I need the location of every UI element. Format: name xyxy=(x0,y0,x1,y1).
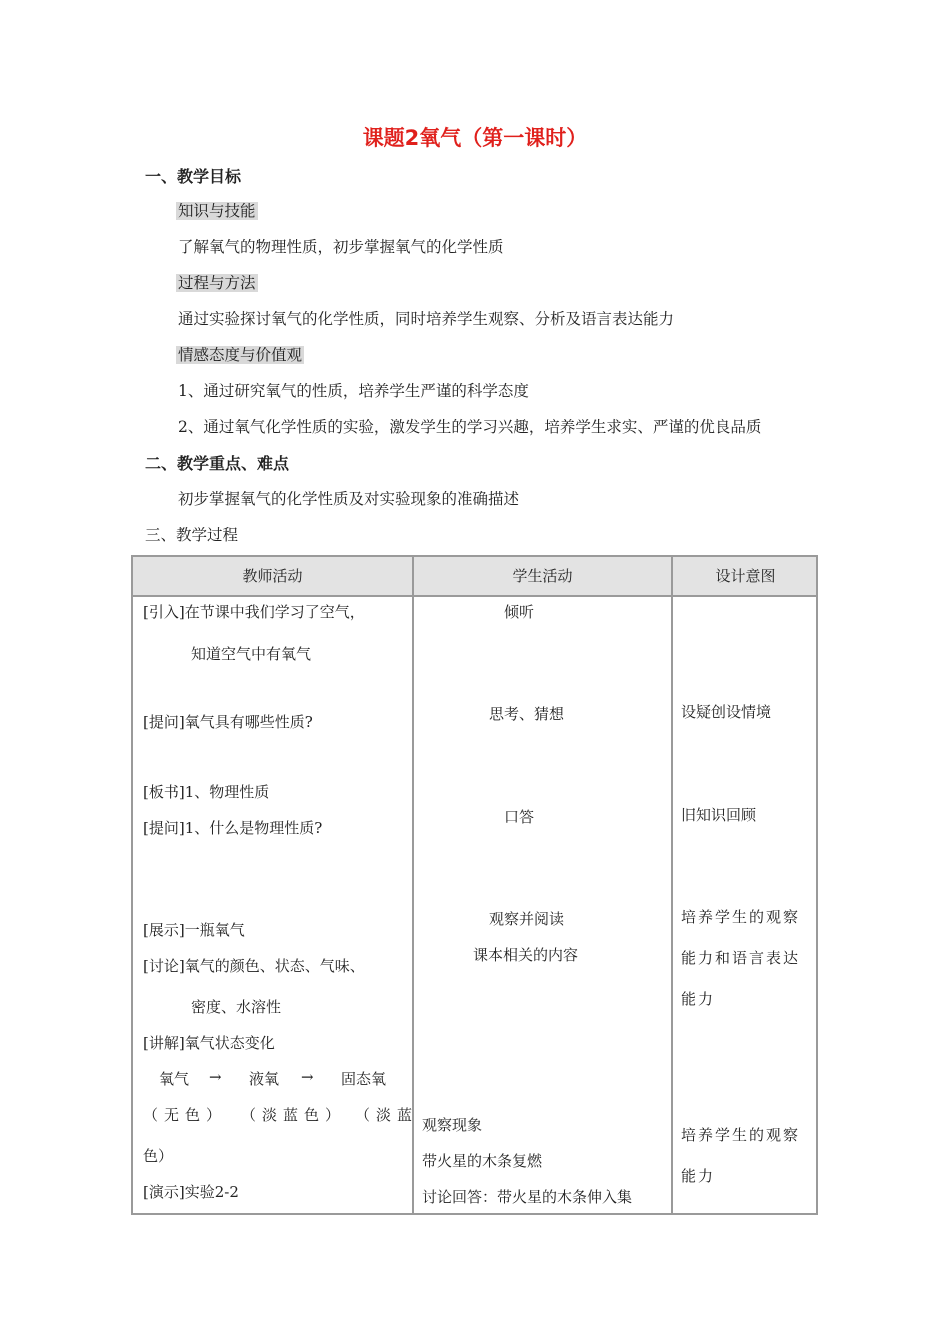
design-line: 能力和语言表达 xyxy=(681,949,801,967)
emotion-item-1: 1、通过研究氧气的性质，培养学生严谨的科学态度 xyxy=(178,382,529,400)
student-line: 观察并阅读 xyxy=(489,910,565,928)
section-heading-objectives: 一、教学目标 xyxy=(145,167,242,186)
student-line: 带火星的木条复燃 xyxy=(422,1152,543,1170)
section-heading-process: 三、教学过程 xyxy=(145,526,239,544)
knowledge-label: 知识与技能 xyxy=(178,202,256,220)
design-line: 旧知识回顾 xyxy=(681,806,757,824)
state-solid-oxygen: 固态氧 xyxy=(341,1070,387,1088)
teacher-line: [演示]实验2-2 xyxy=(143,1183,239,1201)
subheading-knowledge xyxy=(176,199,258,221)
state-liquid-oxygen: 液氧 xyxy=(249,1070,280,1088)
header-student: 学生活动 xyxy=(512,567,573,585)
subheading-emotion xyxy=(176,343,304,365)
emotion-item-2: 2、通过氧气化学性质的实验，激发学生的学习兴趣，培养学生求实、严谨的优良品质 xyxy=(178,418,762,436)
student-line: 倾听 xyxy=(504,603,535,621)
student-line: 思考、猜想 xyxy=(489,705,565,723)
design-line: 能力 xyxy=(681,990,716,1008)
student-line: 观察现象 xyxy=(422,1116,483,1134)
arrow-icon: → xyxy=(209,1068,222,1086)
arrow-icon: → xyxy=(301,1068,314,1086)
teacher-line: [引入]在节课中我们学习了空气， xyxy=(143,603,365,621)
teacher-line: [讨论]氧气的颜色、状态、气味、 xyxy=(143,957,365,975)
student-line: 讨论回答：带火星的木条伸入集 xyxy=(422,1188,633,1206)
student-line: 口答 xyxy=(504,808,535,826)
teacher-line: [讲解]氧气状态变化 xyxy=(143,1034,275,1052)
student-line: 课本相关的内容 xyxy=(473,946,579,964)
process-label: 过程与方法 xyxy=(178,274,256,292)
color-continuation: 色） xyxy=(143,1147,174,1165)
section-heading-keypoints: 二、教学重点、难点 xyxy=(145,454,290,473)
design-line: 能力 xyxy=(681,1167,716,1185)
teacher-line: [板书]1、物理性质 xyxy=(143,783,270,801)
process-text: 通过实验探讨氧气的化学性质，同时培养学生观察、分析及语言表达能力 xyxy=(178,310,675,328)
state-oxygen-gas: 氧气 xyxy=(159,1070,190,1088)
column-divider xyxy=(671,557,673,1213)
emotion-label: 情感态度与价值观 xyxy=(178,346,303,364)
subheading-process xyxy=(176,271,258,293)
color-light-blue: （淡蓝色） xyxy=(241,1106,347,1124)
keypoints-text: 初步掌握氧气的化学性质及对实验现象的准确描述 xyxy=(178,490,520,508)
color-light-blue-part: （淡蓝 xyxy=(355,1106,419,1124)
teacher-line: 密度、水溶性 xyxy=(191,998,282,1016)
header-teacher: 教师活动 xyxy=(242,567,303,585)
design-line: 培养学生的观察 xyxy=(681,908,801,926)
lesson-table xyxy=(131,555,818,1215)
teacher-line: 知道空气中有氧气 xyxy=(191,645,312,663)
page-title: 课题2氧气（第一课时） xyxy=(362,126,588,150)
header-design: 设计意图 xyxy=(715,567,776,585)
design-line: 设疑创设情境 xyxy=(681,703,772,721)
teacher-line: [展示]一瓶氧气 xyxy=(143,921,245,939)
knowledge-text: 了解氧气的物理性质，初步掌握氧气的化学性质 xyxy=(178,238,504,256)
teacher-line: [提问]1、什么是物理性质? xyxy=(143,819,323,837)
design-line: 培养学生的观察 xyxy=(681,1126,801,1144)
teacher-line: [提问]氧气具有哪些性质? xyxy=(143,713,313,731)
color-colorless: （无色） xyxy=(143,1106,228,1124)
